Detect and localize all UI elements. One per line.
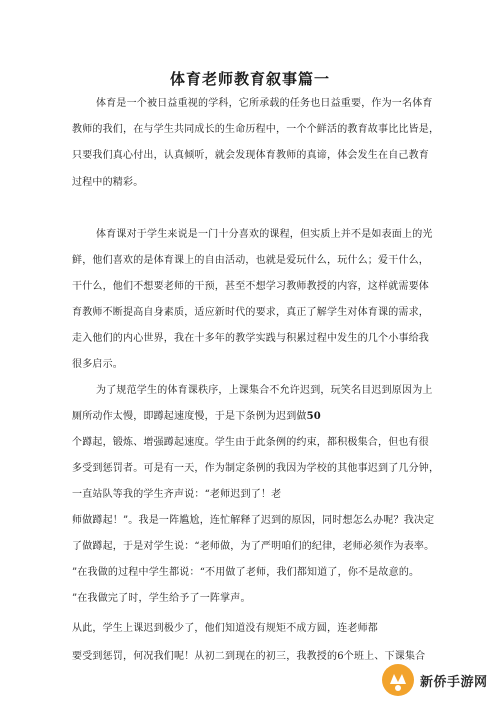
paragraph-line: 师做蹲起！”。我是一阵尴尬，连忙解释了迟到的原因，同时想怎么办呢？我决定 [72,515,435,526]
paragraph-line: 个蹲起，锻炼、增强蹲起速度。学生由于此条例的约束，都积极集合，但也有很 [72,437,429,448]
paragraph-line: 体育课对于学生来说是一门十分喜欢的课程，但实质上并不是如表面上的光 [96,229,433,240]
paragraph-line: 走入他们的内心世界，我在十多年的教学实践与积累过程中发生的几个小事给我 [72,333,429,344]
paragraph-line: 育教师不断提高自身素质，适应新时代的要求，真正了解学生对体育课的需求， [72,307,429,318]
paragraph-line: 从此，学生上课迟到极少了，他们知道没有规矩不成方圆，连老师都 [72,623,378,634]
paragraph-line: 过程中的精彩。 [72,177,144,188]
paragraph-line: 了做蹲起，于是对学生说：“老师做，为了严明咱们的纪律，老师必须作为表率。 [72,541,435,552]
paragraph-line: 干什么，他们不想要老师的干预，甚至不想学习教师教授的内容，这样就需要体 [72,281,429,292]
paragraph-line: 多受到惩罚者。可是有一天，作为制定条例的我因为学校的其他事迟到了几分钟， [72,463,440,474]
paragraph-line [72,410,321,424]
watermark [380,660,492,700]
bold-number: 50 [306,411,321,422]
paragraph-line: 教师的我们，在与学生共同成长的生命历程中，一个个鲜活的教育故事比比皆是， [72,124,440,135]
paragraph-line: 鲜，他们喜欢的是体育课上的自由活动，也就是爱玩什么，玩什么；爱干什么， [72,255,429,266]
paragraph-line: 只要我们真心付出，认真倾听，就会发现体育教师的真谛，体会发生在自己教育 [72,150,429,161]
paragraph-line: 为了规范学生的体育课秩序，上课集合不允许迟到，玩笑名目迟到原因为上 [96,385,433,396]
paragraph-line: 体育是一个被日益重视的学科，它所承载的任务也日益重要，作为一名体育 [96,98,433,109]
document-title: 体育老师教育叙事篇一 [169,70,330,88]
paragraph-line: ”在我做的过程中学生都说：“不用做了老师，我们都知道了，你不是故意的。 [72,567,420,578]
watermark-logo-icon [380,662,416,698]
line-text: 厕所动作太慢，即蹲起速度慢，于是下条例为迟到做 [72,411,307,422]
paragraph-line: ”在我做完了时，学生给予了一阵掌声。 [72,593,251,604]
paragraph-line: 一直站队等我的学生齐声说：“老师迟到了！老 [72,489,282,500]
watermark-text: 新侨手游网 [420,674,488,690]
paragraph-line: 很多启示。 [72,359,123,370]
paragraph-line: 要受到惩罚，何况我们呢！从初二到现在的初三，我教授的6个班上、下课集合 [72,651,426,662]
